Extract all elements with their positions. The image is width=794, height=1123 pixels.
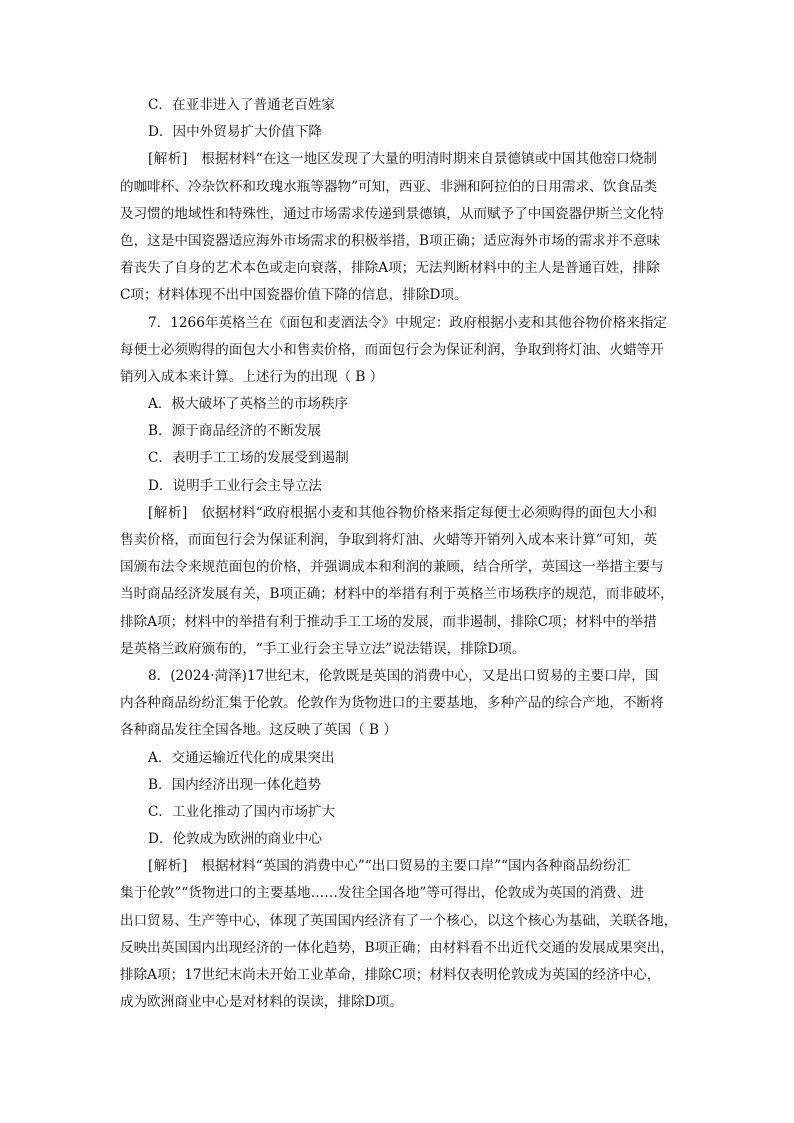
q8-analysis-text: 根据材料“英国的消费中心”“出口贸易的主要口岸”“国内各种商品纷纷汇 [201,858,631,875]
analysis-tag: [解析] [148,151,188,168]
q8-stem-line-2: 内各种商品纷纷汇集于伦敦。伦敦作为货物进口的主要基地，多种产品的综合产地，不断将 [120,695,664,712]
q6-option-c: C．在亚非进入了普通老百姓家 [148,97,336,113]
analysis-tag: [解析] [148,858,188,875]
q8-stem-line-1: 8．(2024·菏泽)17世纪末，伦敦既是英国的消费中心，又是出口贸易的主要口岸，国 [148,667,659,684]
q7-analysis-line-6: 是英格兰政府颁布的，“手工业行会主导立法”说法错误，排除D项。 [120,640,526,657]
q7-analysis-line-5: 排除A项；材料中的举措有利于推动手工工场的发展，而非遏制，排除C项；材料中的举措 [120,613,657,630]
q6-analysis-line-5: 着丧失了自身的艺术本色或走向衰落，排除A项；无法判断材料中的主人是普通百姓，排除 [120,260,660,277]
q6-analysis-text: 根据材料“在这一地区发现了大量的明清时期来自景德镇或中国其他窑口烧制 [201,151,657,168]
q7-option-d: D．说明手工业行会主导立法 [148,477,323,494]
q8-analysis-line-6: 成为欧洲商业中心是对材料的误读，排除D项。 [120,994,403,1011]
q7-stem-line-1: 7．1266年英格兰在《面包和麦酒法令》中规定：政府根据小麦和其他谷物价格来指定 [148,314,668,331]
q7-analysis-line-1 [120,500,680,527]
q8-option-a: A．交通运输近代化的成果突出 [148,749,335,766]
q7-option-b: B．源于商品经济的不断发展 [148,423,322,440]
q6-analysis-line-1 [120,146,680,173]
q8-analysis-line-4: 反映出英国国内出现经济的一体化趋势，B项正确；由材料看不出近代交通的发展成果突出， [120,939,674,956]
q8-analysis-line-3: 出口贸易、生产等中心，体现了英国国内经济有了一个核心，以这个核心为基础，关联各地， [120,912,678,929]
q7-analysis-line-4: 当时商品经济发展有关，B项正确；材料中的举措有利于英格兰市场秩序的规范，而非破坏， [120,586,674,603]
q8-analysis-line-2: 集于伦敦”“货物进口的主要基地……发往全国各地”等可得出，伦敦成为英国的消费、进 [120,885,644,902]
q8-analysis-line-5: 排除A项；17世纪末尚未开始工业革命，排除C项；材料仅表明伦敦成为英国的经济中心， [120,967,661,983]
q7-option-c: C．表明手工工场的发展受到遏制 [148,450,349,467]
q6-analysis-line-6: C项；材料体现不出中国瓷器价值下降的信息，排除D项。 [120,287,468,304]
document-page [120,92,680,1016]
q8-analysis-line-1 [120,853,680,880]
q6-analysis-line-3: 及习惯的地域性和特殊性，通过市场需求传递到景德镇，从而赋予了中国瓷器伊斯兰文化特 [120,205,664,222]
q7-stem-line-3: 销列入成本来计算。上述行为的出现（ B ） [120,368,384,385]
q6-analysis-line-4: 色，这是中国瓷器适应海外市场需求的积极举措，B项正确；适应海外市场的需求并不意味 [120,232,661,249]
q7-analysis-line-2: 售卖价格，而面包行会为保证利润，争取到将灯油、火蜡等开销列入成本来计算”可知，英 [120,532,658,548]
q8-option-b: B．国内经济出现一体化趋势 [148,776,322,793]
q7-analysis-text: 依据材料“政府根据小麦和其他谷物价格来指定每便士必须购得的面包大小和 [201,504,657,521]
q8-option-c: C．工业化推动了国内市场扩大 [148,803,336,820]
q7-option-a: A．极大破坏了英格兰的市场秩序 [148,396,349,413]
q8-option-d: D．伦敦成为欧洲的商业中心 [148,831,323,848]
analysis-tag: [解析] [148,504,188,521]
q6-analysis-line-2: 的咖啡杯、冷杂饮杯和玫瑰水瓶等器物”可知，西亚、非洲和阿拉伯的日用需求、饮食品类 [120,178,658,195]
q7-stem-line-2: 每便士必须购得的面包大小和售卖价格，而面包行会为保证利润，争取到将灯油、火蜡等开 [120,341,664,358]
q6-option-d: D．因中外贸易扩大价值下降 [148,124,323,141]
q7-analysis-line-3: 国颁布法令来规范面包的价格，并强调成本和利润的兼顾，结合所学，英国这一举措主要与 [120,559,664,576]
q8-stem-line-3: 各种商品发往全国各地。这反映了英国（ B ） [120,722,397,739]
